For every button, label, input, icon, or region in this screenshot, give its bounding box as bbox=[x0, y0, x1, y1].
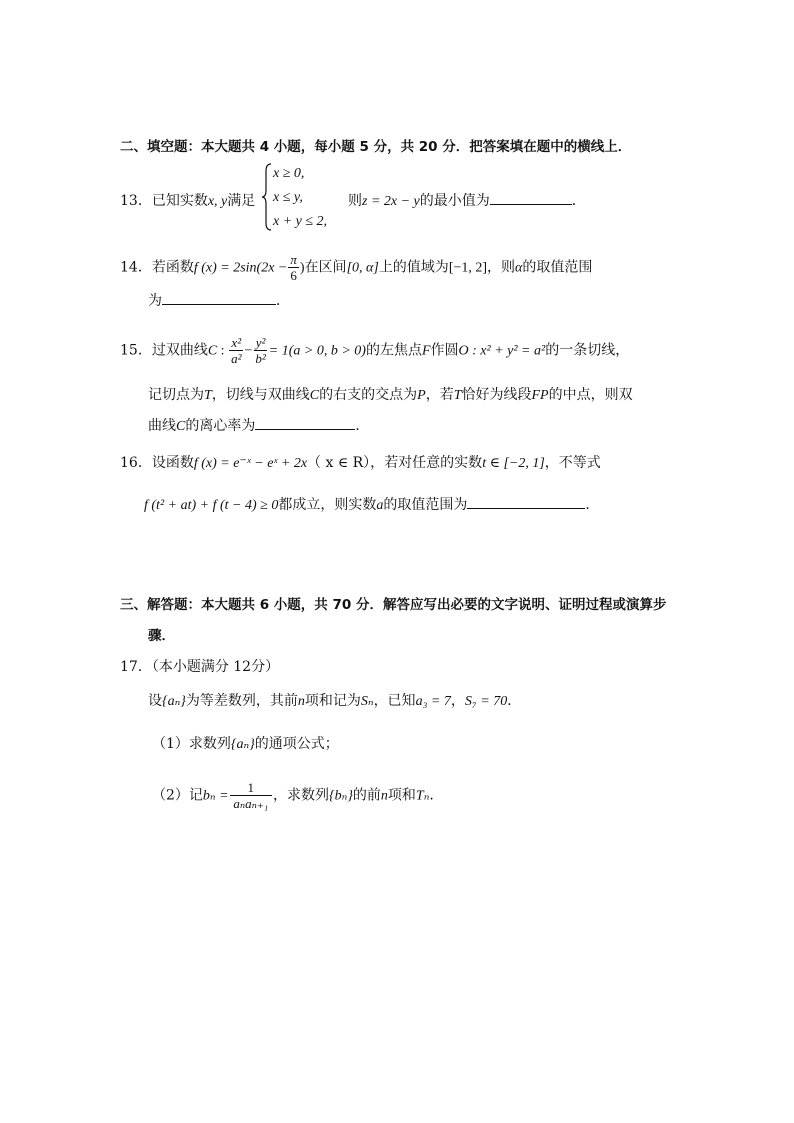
q17-part1-b: 的通项公式； bbox=[254, 736, 339, 752]
q16-text-b: 若对任意的实数 bbox=[384, 455, 483, 471]
q17-part2-b: ，求数列 bbox=[273, 787, 330, 804]
q15-P: P bbox=[417, 388, 426, 403]
q16-a: a bbox=[376, 498, 384, 513]
q15-text-b: 的左焦点 bbox=[365, 342, 422, 359]
q14-alpha: α bbox=[515, 260, 523, 276]
q17-part2-c: 的前 bbox=[352, 787, 381, 804]
q16-number: 16． bbox=[120, 455, 152, 471]
q17-a3: a₃ = 7 bbox=[415, 694, 451, 709]
q14-fraction bbox=[288, 252, 299, 283]
section3-heading-line1: 三、解答题：本大题共 6 小题，共 70 分．解答应写出必要的文字说明、证明过程或演算步 bbox=[120, 597, 667, 613]
q15-line2-c: 的右支的交点为 bbox=[319, 387, 418, 403]
q15-end: ． bbox=[355, 418, 370, 434]
q17-score: （本小题满分 12分） bbox=[151, 659, 280, 675]
q15-eq: = 1(a > 0, b > 0) bbox=[268, 343, 366, 359]
q17-part2-n: n bbox=[380, 788, 388, 804]
q13-answer-blank[interactable] bbox=[490, 192, 572, 205]
left-brace bbox=[262, 163, 272, 231]
q17-part2-d: 项和 bbox=[387, 787, 416, 804]
q15-C: C bbox=[207, 343, 218, 359]
q14-text-d: ，则 bbox=[487, 259, 516, 276]
q14-line2: 为 bbox=[148, 293, 162, 309]
q15-frac1-num: x² bbox=[231, 335, 242, 350]
q15-line2-d: ，若 bbox=[425, 387, 454, 403]
q13-text-b: 满足 bbox=[227, 193, 256, 209]
q13-cond2: x ≤ y, bbox=[273, 190, 303, 205]
q13-cond1: x ≥ 0, bbox=[273, 166, 305, 181]
q16-answer-blank[interactable] bbox=[467, 496, 585, 509]
q15-line3-b: 的离心率为 bbox=[185, 418, 256, 434]
q17-Tn: Tₙ bbox=[415, 788, 430, 804]
section2-heading: 二、填空题：本大题共 4 小题，每小题 5 分，共 20 分．把答案填在题中的横线上． bbox=[120, 139, 632, 155]
q13-number: 13． bbox=[120, 193, 152, 209]
q17-Sn: Sₙ bbox=[360, 694, 374, 709]
q15-C2: C bbox=[309, 388, 320, 403]
q13-text-d: 的最小值为 bbox=[419, 193, 490, 209]
q16-t: t ∈ [−2, 1] bbox=[482, 456, 545, 471]
q16-domain: （ x ∈ R）， bbox=[307, 455, 385, 471]
q17-number: 17． bbox=[120, 659, 152, 675]
q15-frac2-num: y² bbox=[255, 335, 266, 350]
q15-line2-f: 的中点，则双 bbox=[548, 387, 633, 403]
q17-an: {aₙ} bbox=[162, 694, 186, 709]
q15-C3: C bbox=[176, 419, 186, 434]
q15-FP: FP bbox=[531, 388, 549, 403]
q17-line1-c: 项和记为 bbox=[304, 693, 361, 709]
q15-frac2 bbox=[253, 335, 267, 366]
q13-vars: x, y bbox=[207, 194, 228, 209]
q17-S7: S₇ = 70 bbox=[464, 694, 508, 709]
q15-text-c: 作圆 bbox=[430, 342, 459, 359]
q15-text-a: 过双曲线 bbox=[151, 342, 208, 359]
q16-ineq: f (t² + at) + f (t − 4) ≥ 0 bbox=[144, 498, 279, 513]
q14-frac-den: 6 bbox=[290, 268, 297, 283]
q15-answer-blank[interactable] bbox=[255, 417, 355, 430]
q15-text-d: 的一条切线， bbox=[545, 342, 630, 359]
q15-line2-a: 记切点为 bbox=[148, 387, 204, 403]
q17-part2-a: （2）记 bbox=[152, 787, 203, 804]
q14-range: [−1, 2] bbox=[448, 260, 488, 276]
q14-frac-num: π bbox=[290, 252, 297, 267]
q13-end: ． bbox=[571, 193, 586, 209]
q14-text-e: 的取值范围 bbox=[522, 259, 593, 276]
q17-line1-b: 为等差数列，其前 bbox=[185, 693, 298, 709]
q16-expr: f (x) = e⁻ˣ − eˣ + 2x bbox=[193, 456, 308, 471]
q13-text-c: 则 bbox=[348, 193, 362, 209]
q17-part1-a: （1）求数列 bbox=[152, 736, 231, 752]
q17-frac-den: aₙaₙ₊₁ bbox=[233, 796, 269, 811]
q16-text-e: 的取值范围为 bbox=[383, 497, 468, 513]
q15-circle: O : x² + y² = a² bbox=[458, 343, 546, 359]
q15-frac1-den: a² bbox=[231, 351, 242, 366]
q17-frac-num: 1 bbox=[230, 780, 273, 796]
q14-expr-a: f (x) = 2sin(2x − bbox=[193, 260, 288, 276]
q17-end2: ． bbox=[429, 787, 444, 804]
q15-F: F bbox=[421, 343, 431, 359]
section3-heading-line2: 骤． bbox=[148, 628, 175, 644]
q17-line1-a: 设 bbox=[148, 693, 162, 709]
q14-expr-b: ) bbox=[299, 260, 305, 276]
q14-answer-blank[interactable] bbox=[162, 292, 276, 305]
q15-line2-e: 恰好为线段 bbox=[461, 387, 532, 403]
q13-expr: z = 2x − y bbox=[362, 194, 420, 209]
q14-text-b: 在区间 bbox=[304, 259, 347, 276]
q14-end: ． bbox=[276, 293, 290, 309]
q15-line3-a: 曲线 bbox=[148, 418, 176, 434]
q14-text-c: 上的值域为 bbox=[378, 259, 449, 276]
q17-part2-bn: {bₙ} bbox=[329, 788, 353, 804]
q17-comma: ， bbox=[450, 693, 465, 709]
q16-text-d: 都成立，则实数 bbox=[278, 497, 377, 513]
q17-fraction bbox=[230, 780, 273, 811]
q17-line1-d: ，已知 bbox=[373, 693, 416, 709]
q16-end: ． bbox=[585, 497, 600, 513]
q14-text-a: 若函数 bbox=[151, 259, 194, 276]
q15-number: 15． bbox=[120, 342, 152, 359]
q15-T2: T bbox=[453, 388, 462, 403]
q15-minus: − bbox=[244, 343, 253, 359]
q17-end1: ． bbox=[507, 693, 522, 709]
q15-frac1 bbox=[229, 335, 243, 366]
q17-n: n bbox=[297, 694, 305, 709]
q14-number: 14． bbox=[120, 259, 152, 276]
q15-frac2-den: b² bbox=[255, 351, 266, 366]
q14-interval: [0, α] bbox=[346, 260, 379, 276]
q13-text-a: 已知实数 bbox=[151, 193, 208, 209]
q16-text-c: ，不等式 bbox=[544, 455, 601, 471]
q13-cond3: x + y ≤ 2, bbox=[273, 214, 328, 229]
q15-line2-b: ，切线与双曲线 bbox=[211, 387, 310, 403]
exam-page: 二、填空题：本大题共 4 小题，每小题 5 分，共 20 分．把答案填在题中的横线上． 13．已知实数x, y满足 x ≥ 0, x ≤ y, x + y ≤ 2, 则z = 2x − y的最小值为 ． 14．若函数f (x) = 2sin(2x − $\frac{\pi}{6}$ )在区间[0, α]上的值域为[−1, 2]，则α的取值范围 为 ． 15．过双曲线C : $\frac{\text{x²}}{\text{a²}}$ − $\frac{\text{y²}}{\text{b²}}$ = 1(a > 0, b > 0)的左焦点F作圆O : x² + y² = a²的一条切线， 记切点为T，切线与双曲线C的右支的交点为P，若T恰好为线段FP的中点，则双 曲线C的离心率为 ． 16．设函数f (x) = e⁻ˣ − eˣ + 2x（ x ∈ R），若对任意的实数t ∈ [−2, 1]，不等式 f (t² + at) + f (t − 4) ≥ 0都成立，则实数a的取值范围为 ． 三、解答题：本大题共 6 小题，共 70 分．解答应写出必要的文字说明、证明过程或演算步 骤． 17．（本小题满分 12分） 设{aₙ}为等差数列，其前n项和记为Sₙ，已知a₃ = 7，S₇ = 70． （1）求数列{aₙ}的通项公式； （2）记bₙ = $\frac{1}{\text{aₙaₙ₊₁}}$ ，求数列{bₙ}的前n项和Tₙ． bbox=[0, 0, 794, 1123]
q17-part1-an: {aₙ} bbox=[230, 737, 255, 752]
q15-T: T bbox=[204, 388, 212, 403]
q17-bn: bₙ = bbox=[202, 788, 229, 804]
q16-text-a: 设函数 bbox=[151, 455, 194, 471]
